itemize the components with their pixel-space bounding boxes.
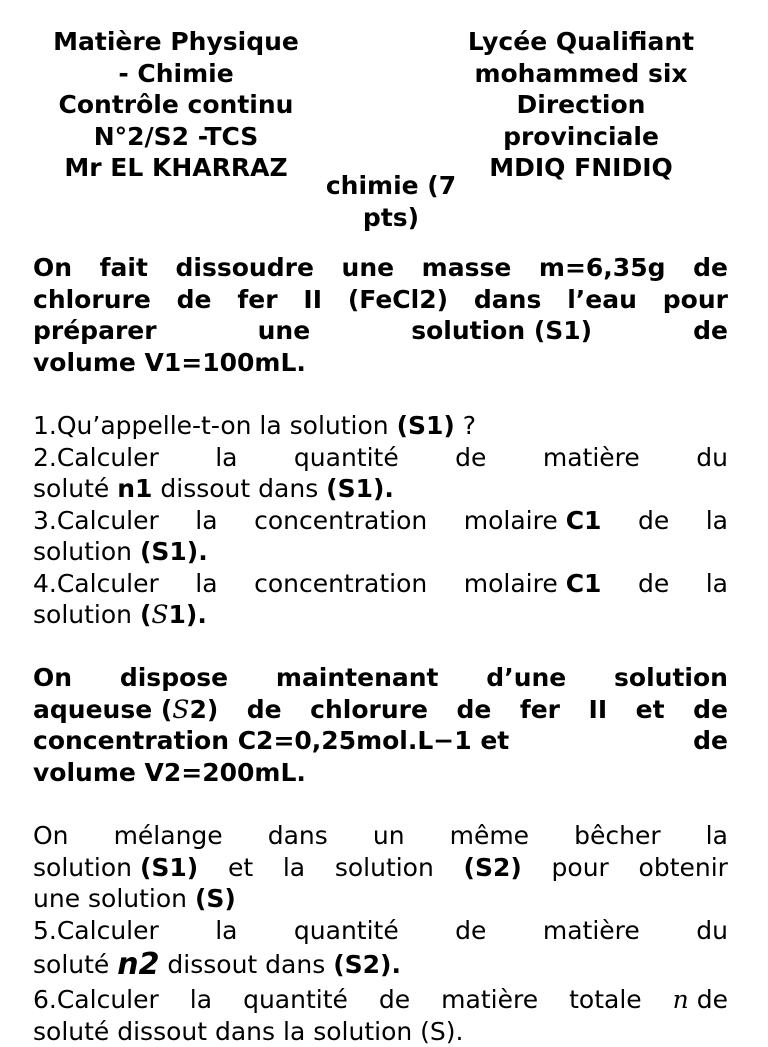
word: même (450, 820, 529, 852)
second-line-2 (33, 694, 728, 726)
word: fer (520, 694, 560, 726)
word: la (706, 820, 728, 852)
word: 2) (189, 695, 218, 724)
word: la (195, 505, 217, 537)
solution-ref: (S1). (326, 473, 394, 505)
question-3-line-1 (33, 505, 728, 537)
word: une (258, 315, 311, 347)
word: chlorure (310, 694, 428, 726)
word: et (228, 852, 253, 884)
word: matière (543, 915, 640, 947)
question-mark: ? (455, 410, 476, 442)
question-text: Qu’appelle-t-on la solution (57, 410, 397, 442)
word: volume V2=200mL. (33, 757, 306, 789)
intro-line-3 (33, 315, 728, 347)
word: pour (552, 852, 609, 884)
word: une (342, 252, 395, 284)
word: matière (543, 442, 640, 474)
intro-line-1 (33, 252, 728, 284)
word: 2.Calculer (33, 442, 159, 474)
second-line-3 (33, 725, 728, 757)
symbol-s: S (172, 695, 189, 724)
word: l’eau (567, 284, 637, 316)
word: On (33, 252, 72, 284)
question-2-line-1 (33, 442, 728, 474)
word: un (373, 820, 405, 852)
word: de (693, 315, 728, 347)
exam-number: N°2/S2 -TCS (18, 121, 334, 153)
word: préparer (33, 315, 157, 347)
word: dissoudre (176, 252, 314, 284)
word: de (177, 284, 212, 316)
exam-type: Contrôle continu (18, 89, 334, 121)
word: de (638, 505, 669, 537)
word: II (303, 284, 322, 316)
word: la (706, 505, 728, 537)
section-title-line-1: chimie (7 (300, 170, 482, 202)
word: quantité (294, 915, 399, 947)
word: soluté (33, 946, 117, 984)
subject-line-2: - Chimie (18, 58, 334, 90)
question-1 (33, 410, 728, 442)
word: solution (614, 662, 728, 694)
question-5-line-2 (33, 946, 728, 984)
word: obtenir (639, 852, 728, 884)
paren: ( (140, 599, 151, 631)
mix-line-3 (33, 883, 728, 915)
word: bêcher (574, 820, 661, 852)
word: matière (441, 984, 538, 1016)
word: solution (335, 852, 434, 884)
word: de (693, 694, 728, 726)
word: solution (S1) (411, 315, 592, 347)
question-4-line-1 (33, 568, 728, 600)
teacher-name: Mr EL KHARRAZ (18, 152, 334, 184)
word: aqueuse ( (33, 695, 172, 724)
intro-paragraph (33, 252, 728, 378)
word: On (33, 820, 69, 852)
word: soluté (33, 473, 117, 505)
word: 5.Calculer (33, 915, 159, 947)
word: solution (33, 599, 140, 631)
word: de (693, 252, 728, 284)
word: la (215, 915, 237, 947)
word: une solution (33, 883, 195, 915)
word: pour (663, 284, 728, 316)
solution-ref: (S) (195, 883, 236, 915)
word: dissout dans (159, 946, 333, 984)
word: de (638, 568, 669, 600)
word: On (33, 662, 72, 694)
direction-label-2: provinciale (440, 121, 722, 153)
symbol-c1: C1 (566, 569, 602, 598)
solution-ref: (S2) (464, 852, 522, 884)
section-title-line-2: pts) (300, 202, 482, 234)
word: dans (268, 820, 328, 852)
word: fait (100, 252, 148, 284)
second-line-1 (33, 662, 728, 694)
word: fer (237, 284, 277, 316)
word: 4.Calculer (33, 568, 159, 600)
second-paragraph (33, 662, 728, 788)
header-right-block (440, 26, 722, 184)
word: chlorure (33, 284, 151, 316)
questions-block-2 (33, 820, 728, 1047)
word: mélange (114, 820, 223, 852)
word: masse (422, 252, 512, 284)
word: molaire (464, 569, 558, 598)
word: solution (33, 536, 140, 568)
symbol-s: S (151, 599, 168, 631)
intro-line-4 (33, 347, 728, 379)
word: dans (474, 284, 541, 316)
word: du (696, 915, 728, 947)
word: dispose (120, 662, 228, 694)
question-4-line-2 (33, 599, 728, 631)
symbol-c1: C1 (566, 506, 602, 535)
word: solution (33, 853, 140, 882)
word: concentration (254, 505, 427, 537)
word: concentration C2=0,25mol.L−1 et (33, 725, 509, 757)
word: m=6,35g (539, 252, 666, 284)
word: concentration (254, 568, 427, 600)
word: de (456, 694, 491, 726)
question-6-line-2 (33, 1016, 728, 1047)
second-line-4 (33, 757, 728, 789)
solution-ref: (S1). (140, 536, 208, 568)
solution-ref: (S2). (333, 946, 401, 984)
word: maintenant (276, 662, 439, 694)
question-3-line-2 (33, 536, 728, 568)
word: volume V1=100mL. (33, 347, 306, 379)
word: la (195, 568, 217, 600)
word: (FeCl2) (348, 284, 448, 316)
question-6-line-1 (33, 984, 728, 1016)
word: quantité (243, 984, 348, 1016)
word: quantité (294, 442, 399, 474)
intro-line-2 (33, 284, 728, 316)
word: la (283, 852, 305, 884)
word: de (455, 442, 486, 474)
word: de (379, 984, 410, 1016)
symbol-n1: n1 (117, 473, 152, 505)
province-name: MDIQ FNIDIQ (440, 152, 722, 184)
word: de (697, 985, 728, 1014)
word: dissout dans (152, 473, 326, 505)
word: 3.Calculer (33, 505, 159, 537)
section-title (300, 170, 482, 233)
mix-line-1 (33, 820, 728, 852)
school-name-2: mohammed six (440, 58, 722, 90)
word: molaire (464, 506, 558, 535)
direction-label: Direction (440, 89, 722, 121)
word: du (696, 442, 728, 474)
word: 6.Calculer (33, 984, 159, 1016)
symbol-n2: n2 (117, 946, 159, 984)
questions-block-1 (33, 410, 728, 631)
school-name: Lycée Qualifiant (440, 26, 722, 58)
word: de (247, 694, 282, 726)
question-5-line-1 (33, 915, 728, 947)
word: totale (569, 984, 642, 1016)
solution-ref: (S1) (140, 853, 198, 882)
word: la (190, 984, 212, 1016)
word: II (589, 694, 608, 726)
word: soluté dissout dans la solution (S). (33, 1016, 463, 1047)
solution-ref: 1). (169, 599, 207, 631)
word: de (455, 915, 486, 947)
symbol-n: n (673, 985, 689, 1014)
mix-line-2 (33, 852, 728, 884)
word: la (706, 568, 728, 600)
question-2-line-2 (33, 473, 728, 505)
solution-ref: (S1) (397, 410, 455, 442)
word: et (636, 694, 665, 726)
header-left-block (18, 26, 334, 184)
word: d’une (486, 662, 566, 694)
word: de (693, 725, 728, 757)
subject-line: Matière Physique (18, 26, 334, 58)
word: la (215, 442, 237, 474)
question-number: 1. (33, 410, 57, 442)
